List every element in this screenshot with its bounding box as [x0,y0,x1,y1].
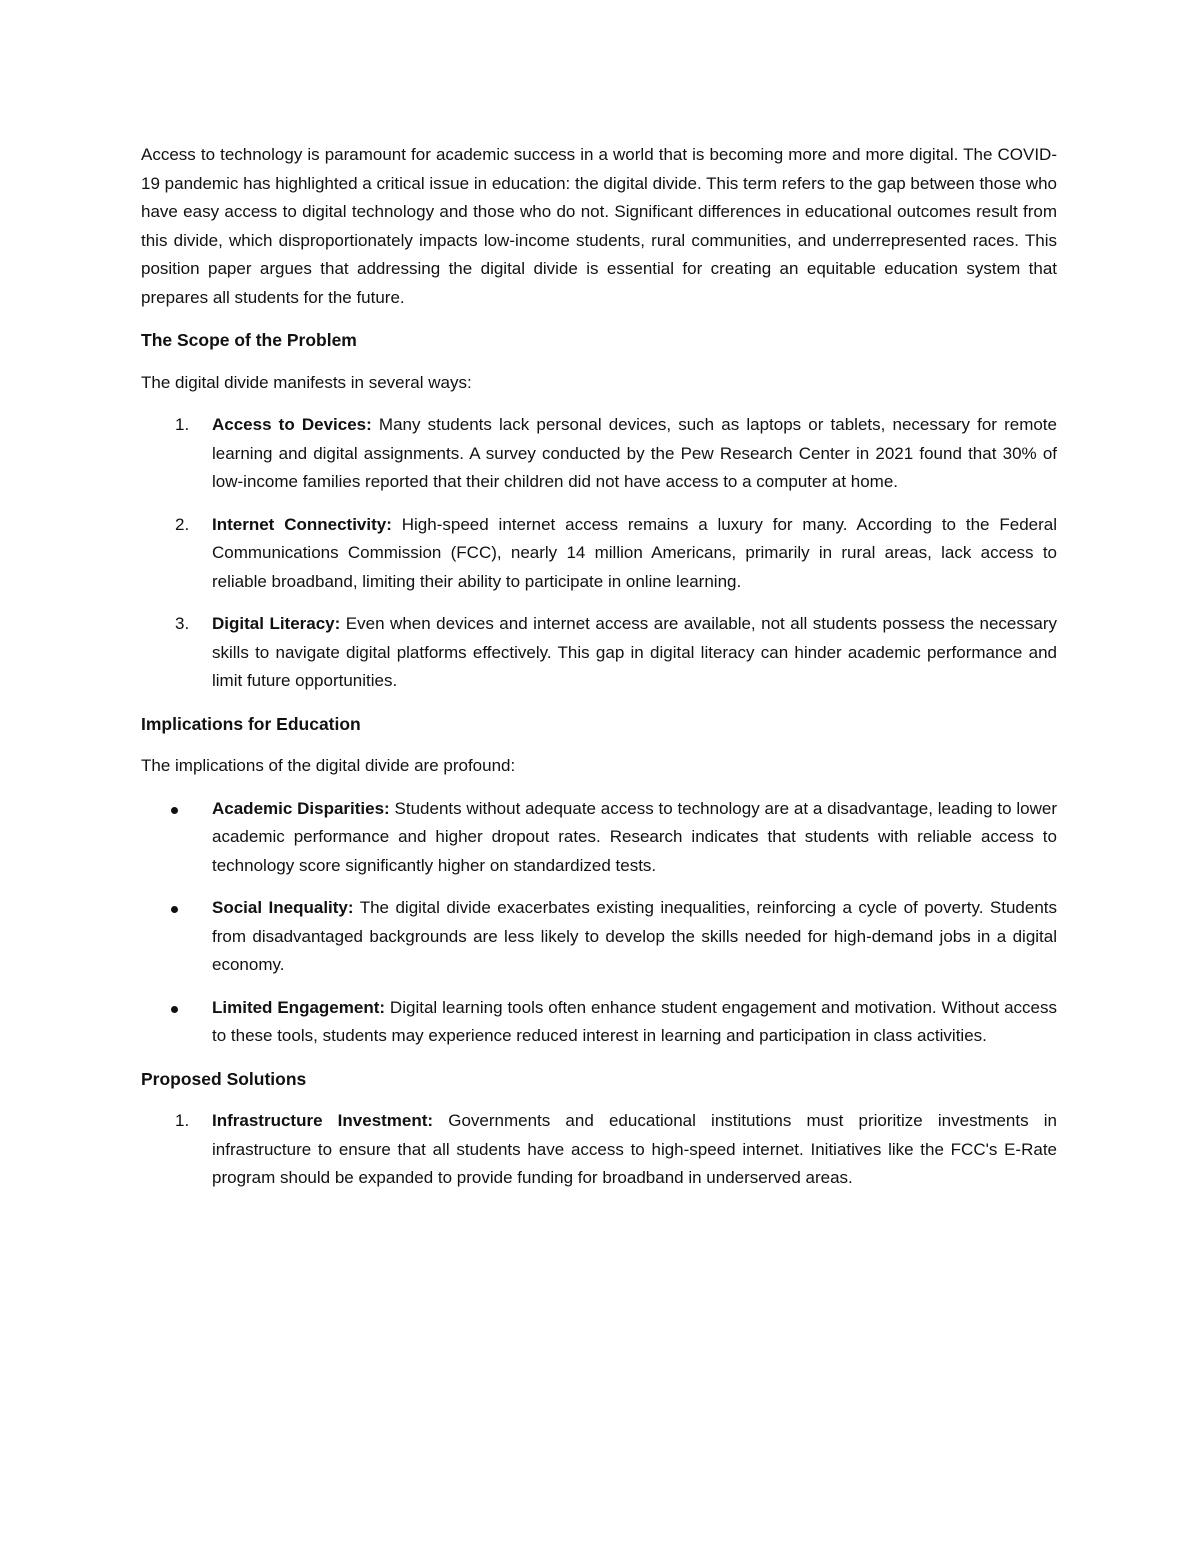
item-text: The digital divide exacerbates existing inequalities, reinforcing a cycle of poverty. Students from disadvantaged backgrounds are less likely to develop the skills needed for high-demand jobs in a digital economy. [212,898,1057,974]
item-term: Academic Disparities: [212,798,390,818]
item-text: Even when devices and internet access are available, not all students possess the necessary skills to navigate digital platforms effectively. This gap in digital literacy can hinder academic performance and limit future opportunities. [212,614,1057,690]
list-item [141,894,1057,980]
item-term: Limited Engagement: [212,997,386,1017]
solutions-list [141,1107,1057,1193]
list-item [141,994,1057,1051]
implications-list [141,795,1057,1051]
scope-list [141,411,1057,696]
bullet-icon [171,1006,178,1013]
list-number: 3. [175,614,190,633]
list-item [141,1107,1057,1193]
scope-lead: The digital divide manifests in several ways: [141,372,472,392]
implications-lead: The implications of the digital divide are profound: [141,756,516,775]
section-heading-implications: Implications for Education [141,713,361,734]
list-item [141,610,1057,696]
item-text: Many students lack personal devices, such as laptops or tablets, necessary for remote learning and digital assignments. A survey conducted by the Pew Research Center in 2021 found that 30% of low-income families reported that their children did not have access to a computer at home. [212,415,1057,491]
bullet-icon [171,906,178,913]
item-text: Governments and educational institutions must prioritize investments in infrastructure to ensure that all students have access to high-speed internet. Initiatives like the FCC's E-Rate program should be expanded to provide funding for broadband in underserved areas. [212,1111,1057,1187]
item-term: Social Inequality: [212,898,354,917]
item-term: Digital Literacy: [212,614,341,633]
item-term: Infrastructure Investment: [212,1111,434,1130]
list-item [141,511,1057,597]
item-text: High-speed internet access remains a luxury for many. According to the Federal Communications Commission (FCC), nearly 14 million Americans, primarily in rural areas, lack access to reliable broadband, limiting their ability to participate in online learning. [212,514,1057,591]
item-text: Digital learning tools often enhance student engagement and motivation. Without access to these tools, students may experience reduced interest in learning and participation in class activities. [212,997,1057,1045]
section-heading-scope: The Scope of the Problem [141,330,357,350]
document-page [141,141,1057,1207]
bullet-icon [171,807,178,814]
intro-paragraph: Access to technology is paramount for academic success in a world that is becoming more and more digital. The COVID-19 pandemic has highlighted a critical issue in education: the digital divide. This term refers to the gap between those who have easy access to digital technology and those who do not. Significant differences in educational outcomes result from this divide, which disproportionately impacts low-income students, rural communities, and underrepresented races. This position paper argues that addressing the digital divide is essential for creating an equitable education system that prepares all students for the future. [141,145,1057,307]
item-term: Access to Devices: [212,415,372,434]
list-number: 1. [175,1111,190,1130]
list-item [141,795,1057,881]
item-text: Students without adequate access to technology are at a disadvantage, leading to lower academic performance and higher dropout rates. Research indicates that students with reliable access to technology score significantly higher on standardized tests. [212,798,1057,875]
section-heading-solutions: Proposed Solutions [141,1068,307,1089]
item-term: Internet Connectivity: [212,514,392,534]
list-number: 2. [175,514,190,534]
list-item [141,411,1057,497]
list-number: 1. [175,415,190,434]
